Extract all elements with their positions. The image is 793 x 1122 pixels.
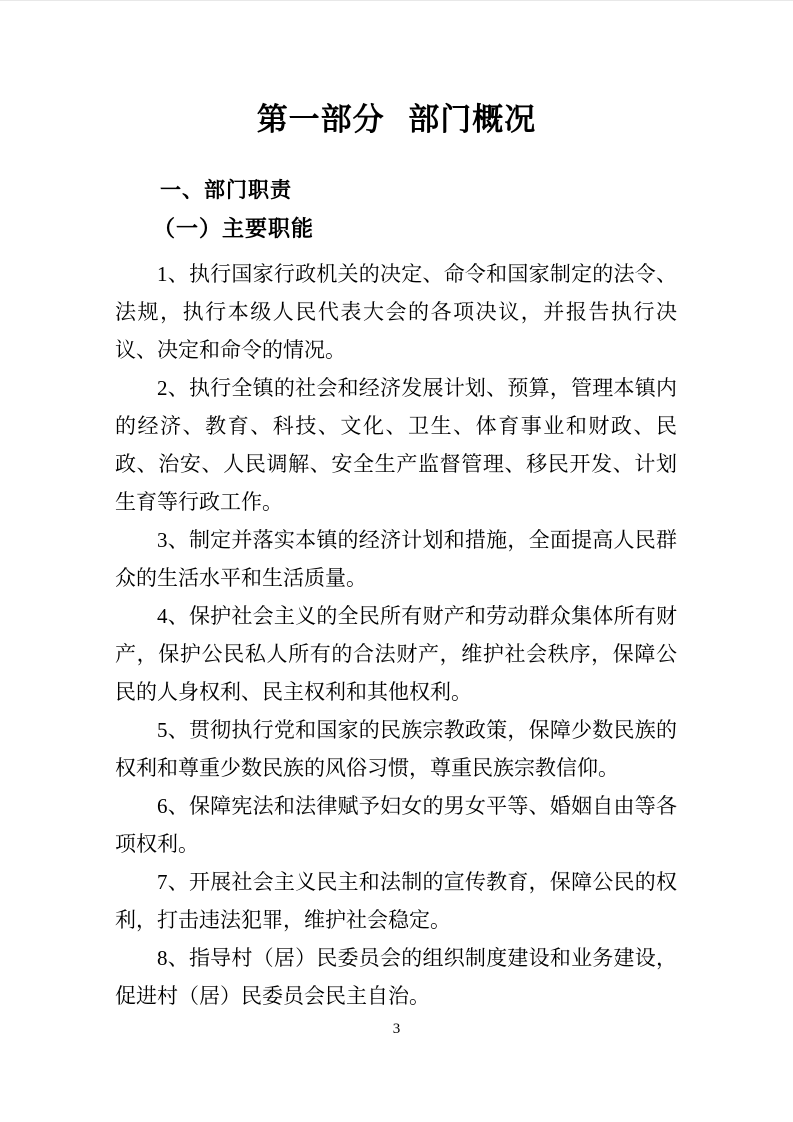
paragraph-7: 7、开展社会主义民主和法制的宣传教育，保障公民的权利，打击违法犯罪，维护社会稳定。 [115,870,677,932]
paragraph-3: 3、制定并落实本镇的经济计划和措施，全面提高人民群众的生活水平和生活质量。 [115,528,677,590]
page-number: 3 [392,1021,401,1037]
paragraph-1: 1、执行国家行政机关的决定、命令和国家制定的法令、法规，执行本级人民代表大会的各项决议，并报告执行决议、决定和命令的情况。 [115,262,677,362]
paragraph-8: 8、指导村（居）民委员会的组织制度建设和业务建设，促进村（居）民委员会民主自治。 [115,946,677,1008]
document-title: 第一部分 部门概况 [256,102,537,137]
paragraph-4: 4、保护社会主义的全民所有财产和劳动群众集体所有财产，保护公民私人所有的合法财产，维护社会秩序，保障公民的人身权利、民主权利和其他权利。 [115,604,677,704]
paragraph-6: 6、保障宪法和法律赋予妇女的男女平等、婚姻自由等各项权利。 [115,794,677,856]
subsection-heading: （一）主要职能 [153,216,315,241]
paragraph-2: 2、执行全镇的社会和经济发展计划、预算，管理本镇内的经济、教育、科技、文化、卫生、体育事业和财政、民政、治安、人民调解、安全生产监督管理、移民开发、计划生育等行政工作。 [115,376,677,514]
section-heading: 一、部门职责 [160,179,292,202]
body-text [115,255,677,1015]
paragraph-5: 5、贯彻执行党和国家的民族宗教政策，保障少数民族的权利和尊重少数民族的风俗习惯，尊重民族宗教信仰。 [115,718,677,780]
